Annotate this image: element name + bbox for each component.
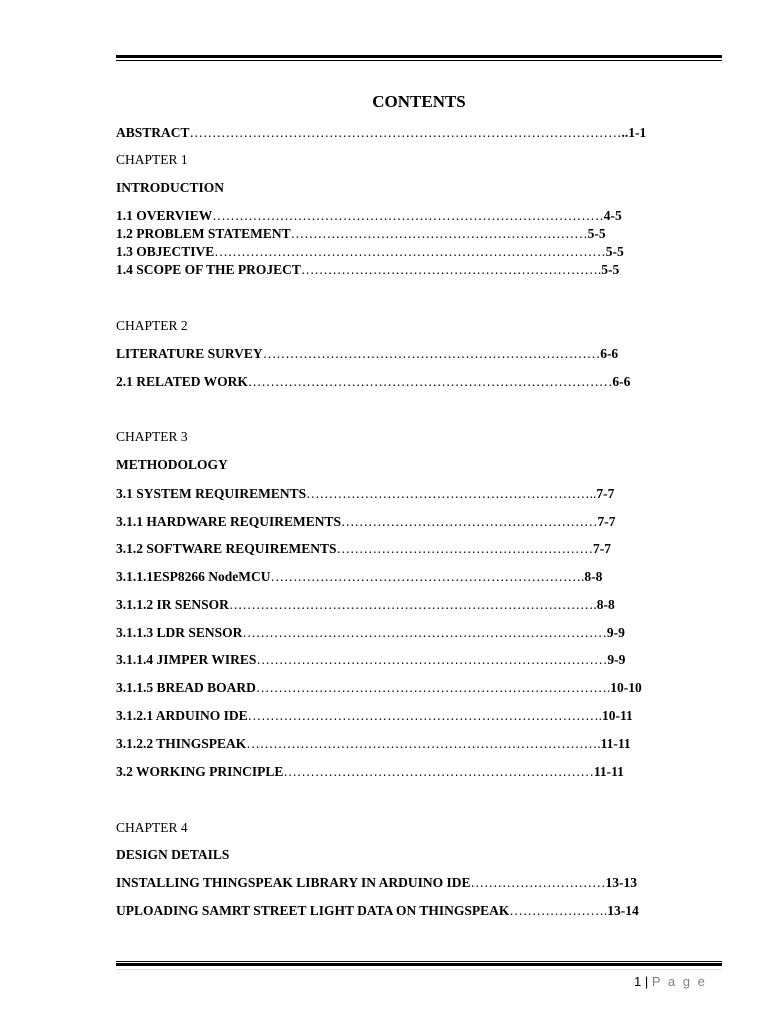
toc-entry-uploading-data: UPLOADING SAMRT STREET LIGHT DATA ON THINGSPEAK………………….13-14 bbox=[116, 903, 639, 918]
toc-entry-installing-thingspeak-library: INSTALLING THINGSPEAK LIBRARY IN ARDUINO IDE…………………………13-13 bbox=[116, 875, 637, 890]
header-rule-thick bbox=[116, 55, 722, 58]
toc-entry-working-principle: 3.2 WORKING PRINCIPLE……………………………………………………………11-11 bbox=[116, 764, 624, 779]
toc-entry-ir-sensor: 3.1.1.2 IR SENSOR……………………………………………………………………….8-8 bbox=[116, 597, 615, 612]
toc-entry-esp8266: 3.1.1.1ESP8266 NodeMCU…………………………………………………………….8-8 bbox=[116, 569, 603, 584]
page-number: 1 bbox=[634, 974, 642, 989]
toc-entry-ldr-sensor: 3.1.1.3 LDR SENSOR………………………………………………………………………9-9 bbox=[116, 625, 625, 640]
toc-entry-thingspeak: 3.1.2.2 THINGSPEAK…………………………………………………………………….11-11 bbox=[116, 736, 631, 751]
toc-entry-problem-statement: 1.2 PROBLEM STATEMENT…………………………………………………………5-5 bbox=[116, 226, 606, 241]
footer-rule-hairline bbox=[116, 969, 722, 970]
toc-entry-related-work: 2.1 RELATED WORK………………………………………………………………………6-6 bbox=[116, 374, 631, 389]
chapter-heading-2: CHAPTER 2 bbox=[116, 318, 188, 333]
toc-entry-hardware-requirements: 3.1.1 HARDWARE REQUIREMENTS…………………………………………………7-7 bbox=[116, 514, 616, 529]
toc-entry-scope: 1.4 SCOPE OF THE PROJECT………………………………………………………….5-5 bbox=[116, 262, 620, 277]
toc-entry-abstract: ABSTRACT……………………………………………………………………………………..1-1 bbox=[116, 125, 647, 140]
toc-entry-arduino-ide: 3.1.2.1 ARDUINO IDE…………………………………………………………………….10-11 bbox=[116, 708, 633, 723]
toc-entry-jimper-wires: 3.1.1.4 JIMPER WIRES……………………………………………………………………9-9 bbox=[116, 652, 626, 667]
page-separator: | bbox=[644, 974, 649, 989]
toc-entry-literature-survey: LITERATURE SURVEY…………………………………………………………………6-6 bbox=[116, 346, 619, 361]
chapter-heading-1: CHAPTER 1 bbox=[116, 152, 188, 167]
toc-entry-software-requirements: 3.1.2 SOFTWARE REQUIREMENTS…………………………………………………7-7 bbox=[116, 541, 612, 556]
chapter-heading-3: CHAPTER 3 bbox=[116, 429, 188, 444]
toc-entry-bread-board: 3.1.1.5 BREAD BOARD…………………………………………………………………….10-10 bbox=[116, 680, 642, 695]
footer-rule-thick bbox=[116, 963, 722, 966]
chapter-title-introduction: INTRODUCTION bbox=[116, 180, 225, 195]
chapter-title-methodology: METHODOLOGY bbox=[116, 457, 228, 472]
header-rule-thin bbox=[116, 60, 722, 61]
toc-title: CONTENTS bbox=[372, 92, 466, 111]
page-footer bbox=[634, 974, 707, 989]
footer-rule-thin bbox=[116, 961, 722, 962]
toc-entry-objective: 1.3 OBJECTIVE……………………………………………………………………………5-5 bbox=[116, 244, 624, 259]
page-word: P a g e bbox=[651, 974, 707, 989]
chapter-title-design-details: DESIGN DETAILS bbox=[116, 847, 230, 862]
toc-entry-system-requirements: 3.1 SYSTEM REQUIREMENTS………………………………………………………..7-7 bbox=[116, 486, 615, 501]
chapter-heading-4: CHAPTER 4 bbox=[116, 820, 188, 835]
toc-entry-overview: 1.1 OVERVIEW……………………………………………………………………………4-5 bbox=[116, 208, 622, 223]
